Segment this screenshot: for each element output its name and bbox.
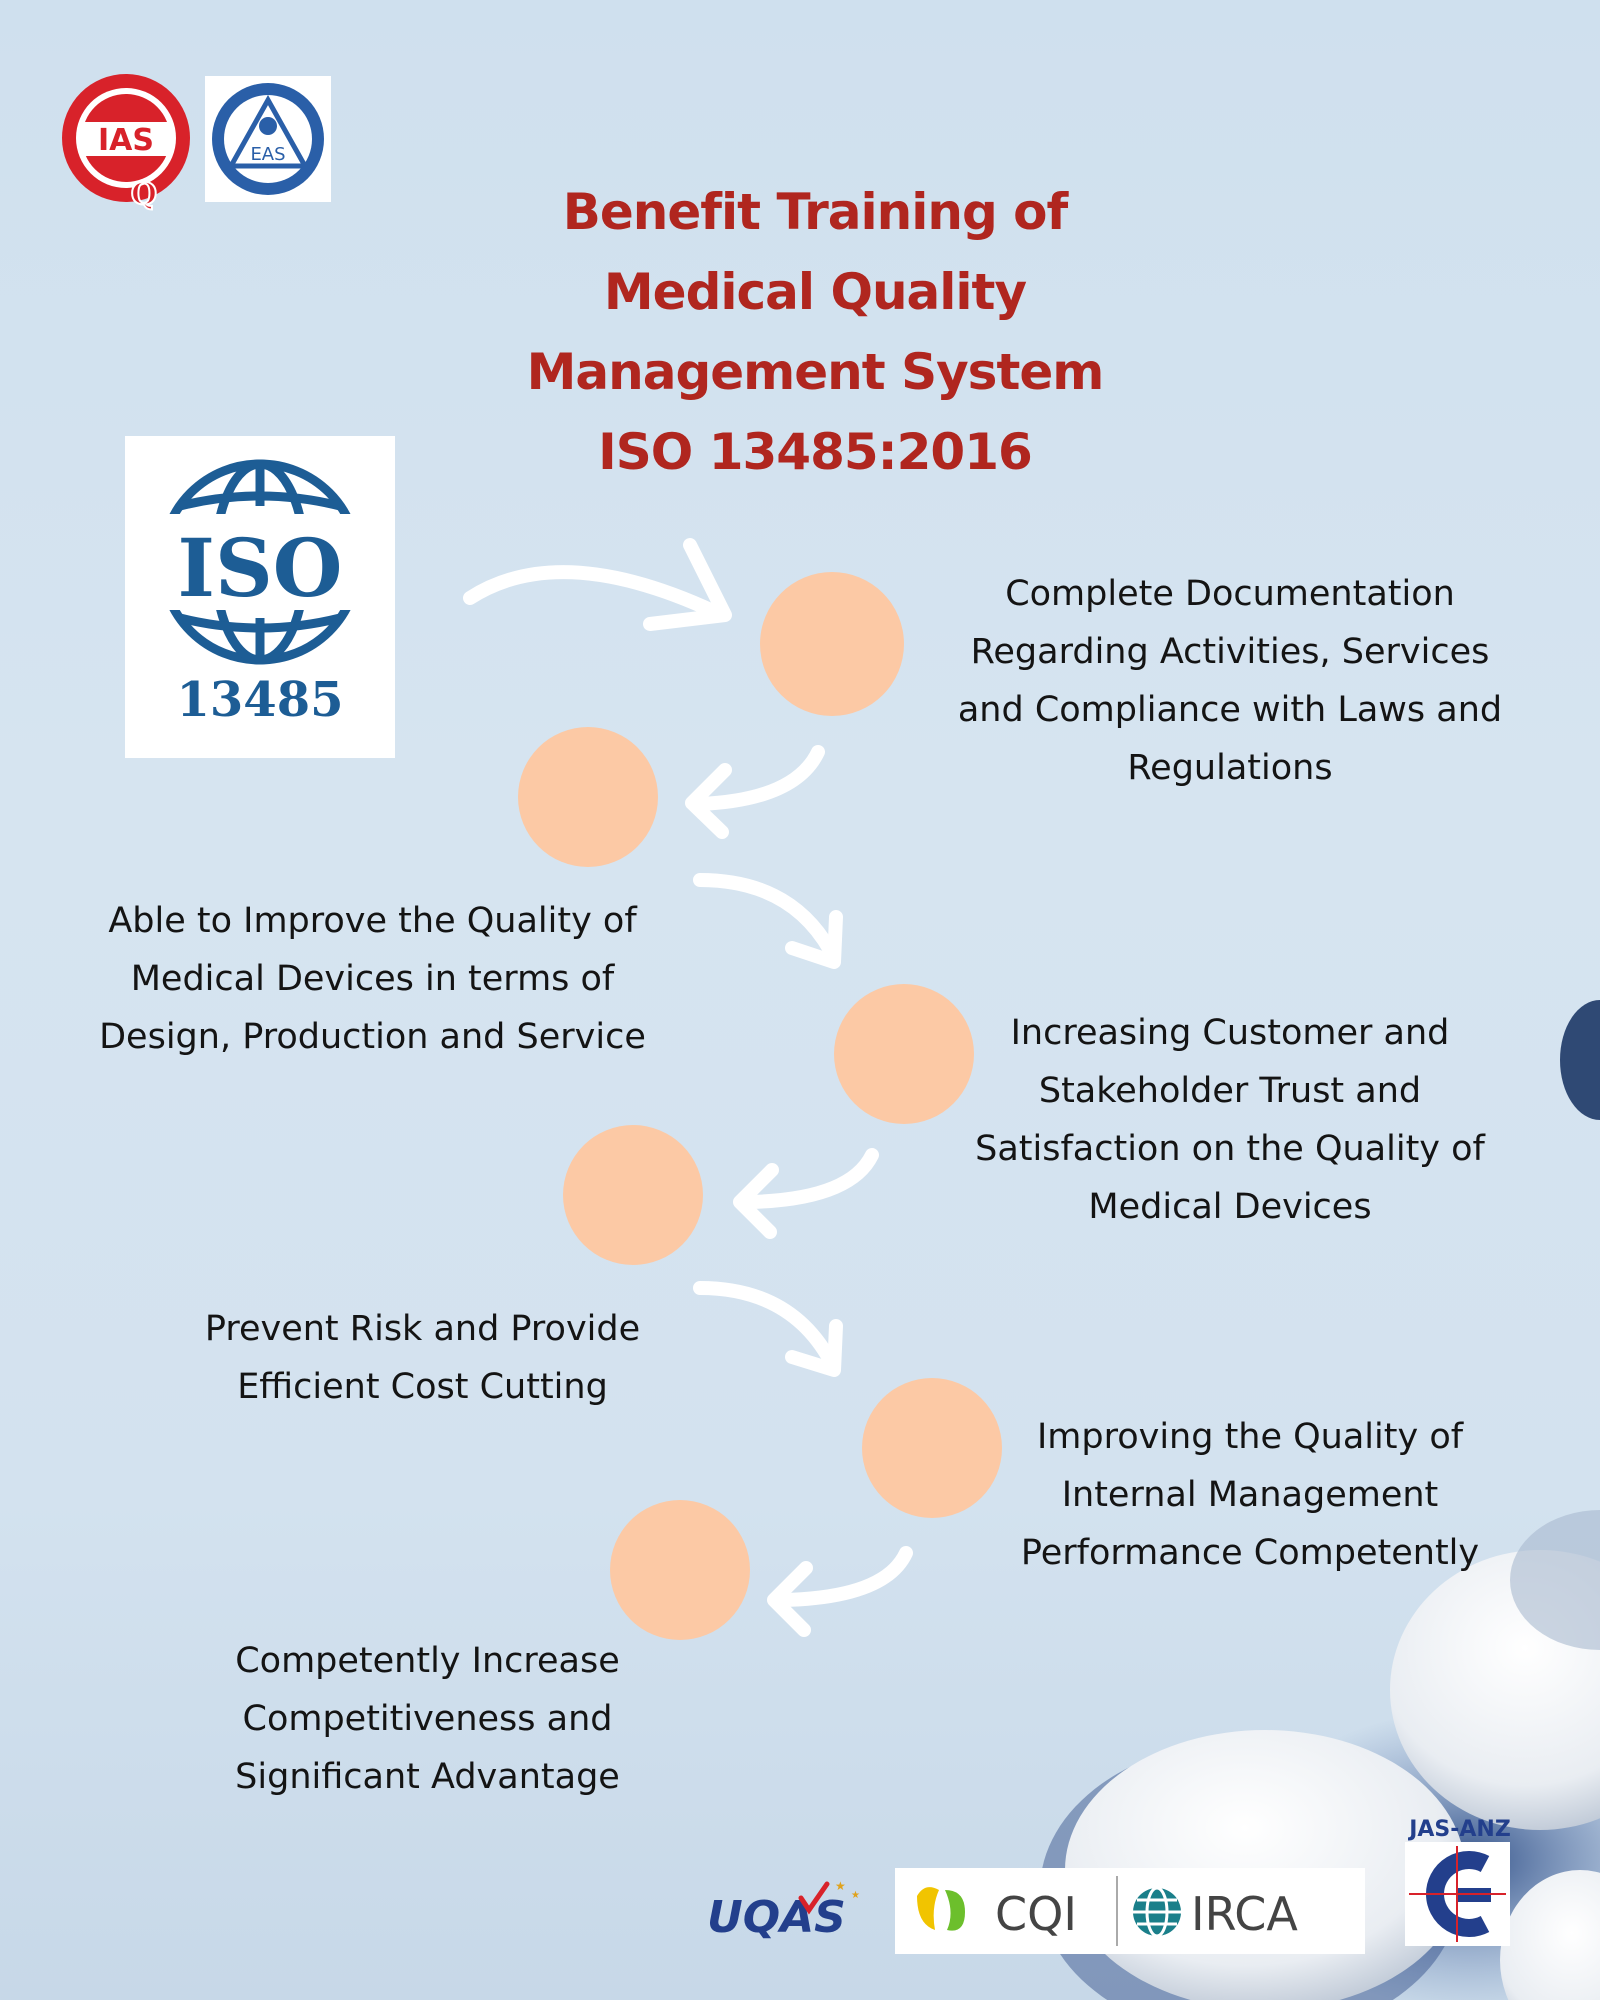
uqas-logo [705,1870,875,1950]
benefit-2-line-1: Able to Improve the Quality of [108,901,637,941]
arrow-5 [700,1288,830,1360]
iso-number: 13485 [176,672,344,728]
step-circle-1 [760,572,904,716]
jas-anz-card [1405,1842,1510,1946]
jas-anz-logo [1405,1842,1510,1946]
jas-anz-text: JAS-ANZ [1409,1817,1511,1842]
benefit-2-line-3: Design, Production and Service [99,1017,646,1057]
benefit-1 [925,565,1535,797]
ias-logo-q: Q [130,177,158,212]
benefit-2-line-2: Medical Devices in terms of [130,959,615,999]
benefit-4 [160,1300,685,1416]
benefit-3-line-1: Increasing Customer and [1010,1013,1450,1053]
benefit-5-line-2: Internal Management [1061,1475,1439,1515]
benefit-3-line-4: Medical Devices [1088,1187,1372,1227]
benefit-5-line-3: Performance Competently [1020,1533,1480,1573]
benefit-5 [985,1408,1515,1582]
arrow-3 [700,880,830,950]
arrow-1 [470,572,715,612]
ias-logo-text: IAS [98,123,154,158]
benefit-6-line-2: Competitiveness and [242,1699,613,1739]
svg-text:★: ★ [835,1879,846,1893]
title-line-1: Benefit Training of [562,183,1068,241]
cqi-text: CQI [995,1887,1077,1941]
irca-text: IRCA [1191,1887,1298,1941]
benefit-1-line-3: and Compliance with Laws and [957,690,1503,730]
benefit-6-line-3: Significant Advantage [235,1757,620,1797]
cqi-irca-card [895,1868,1365,1954]
title-line-4: ISO 13485:2016 [598,423,1032,481]
benefit-4-line-2: Efficient Cost Cutting [237,1367,608,1407]
benefit-5-line-1: Improving the Quality of [1036,1417,1464,1457]
benefit-2 [60,892,685,1066]
step-circle-2 [518,727,658,867]
svg-text:★: ★ [851,1890,860,1901]
step-circle-4 [563,1125,703,1265]
benefit-1-line-4: Regulations [1127,748,1333,788]
benefit-6-line-1: Competently Increase [235,1641,620,1681]
benefit-3-line-2: Stakeholder Trust and [1038,1071,1422,1111]
eas-logo-text: EAS [250,144,286,165]
benefit-1-line-2: Regarding Activities, Services [970,632,1490,672]
uqas-text: UQAS [707,1892,846,1943]
benefit-3-line-3: Satisfaction on the Quality of [975,1129,1485,1169]
step-circle-5 [862,1378,1002,1518]
iso-text: ISO [177,521,343,615]
benefit-6 [185,1632,670,1806]
benefit-3 [945,1004,1515,1236]
cqi-irca-logo [895,1868,1365,1954]
benefit-4-line-1: Prevent Risk and Provide [204,1309,641,1349]
title-line-3: Management System [526,343,1104,401]
benefit-1-line-1: Complete Documentation [1005,574,1455,614]
title-line-2: Medical Quality [603,263,1027,321]
jas-anz-title [1400,1808,1520,1844]
step-circle-6 [610,1500,750,1640]
